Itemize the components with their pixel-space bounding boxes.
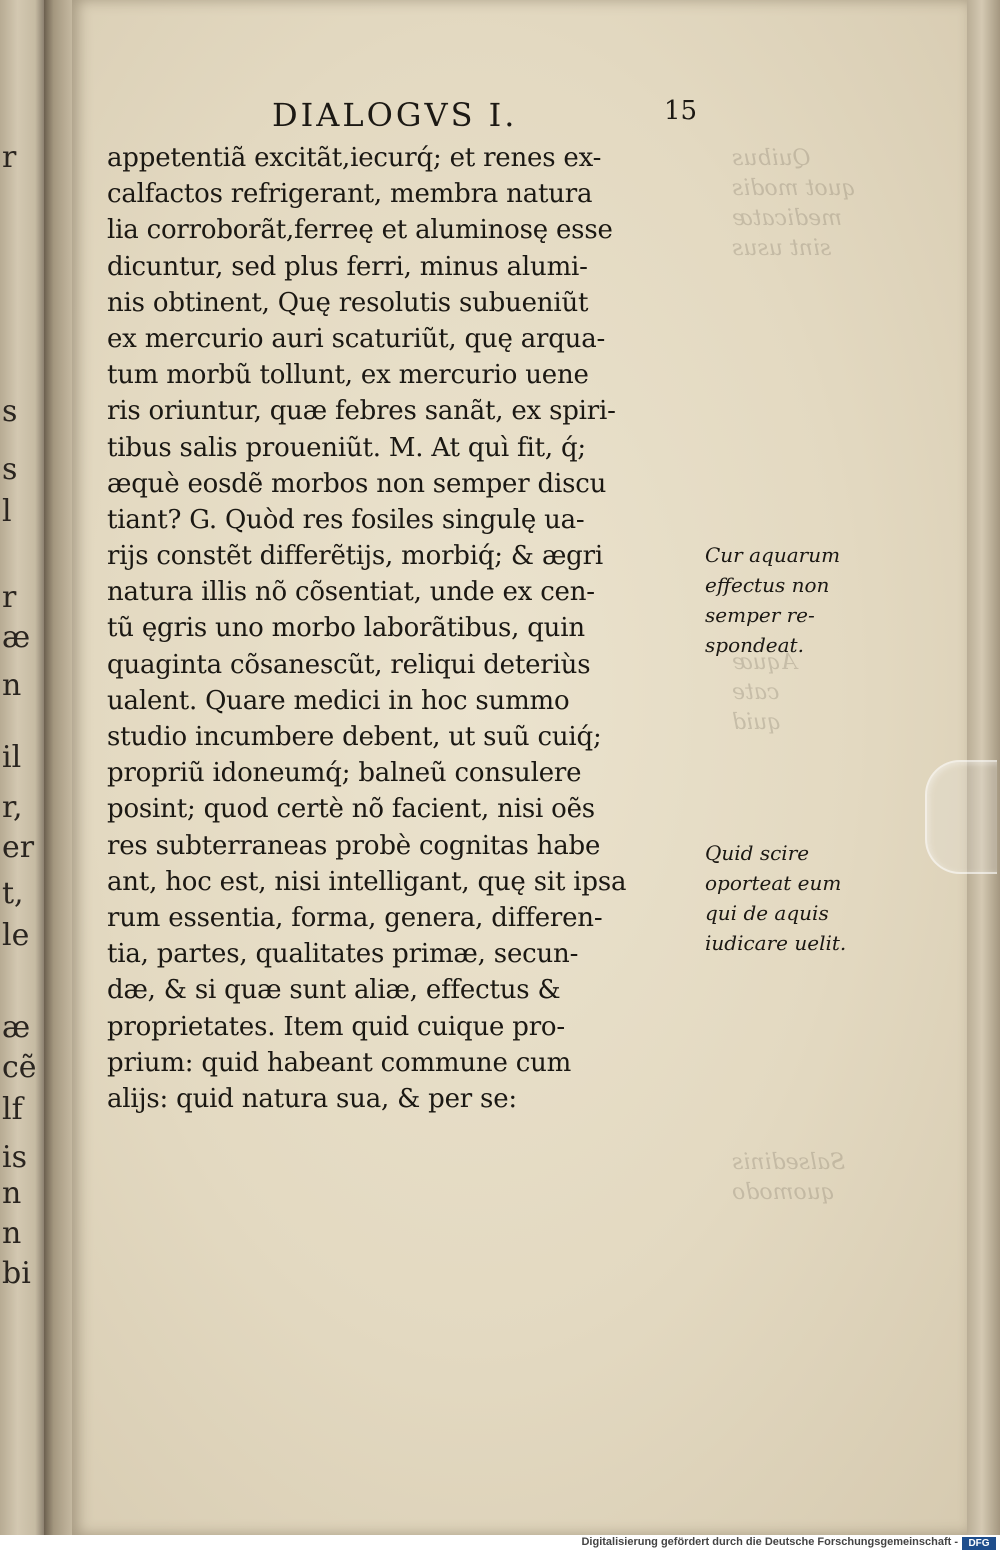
show-through-smudge: quid bbox=[732, 710, 782, 735]
margin-note-line: effectus non bbox=[705, 573, 830, 597]
left-page-fragment: æ bbox=[2, 1010, 31, 1045]
text-line: studio incumbere debent, ut suũ cuiq́; bbox=[107, 722, 602, 752]
text-line: appetentiã excitãt,iecurq́; et renes ex- bbox=[107, 143, 602, 173]
text-line: rijs constẽt differẽtijs, morbiq́; & ægri bbox=[107, 541, 603, 572]
left-page-edge bbox=[0, 0, 44, 1535]
left-page-fragment: n bbox=[2, 1176, 22, 1211]
margin-note-line: qui de aquis bbox=[705, 901, 829, 925]
text-line: natura illis nõ cõsentiat, unde ex cen- bbox=[107, 577, 595, 608]
text-line: dicuntur, sed plus ferri, minus alumi- bbox=[107, 251, 588, 282]
right-page bbox=[72, 0, 967, 1535]
margin-note-line: Cur aquarum bbox=[705, 543, 841, 567]
margin-note-line: Quid scire bbox=[705, 841, 810, 865]
left-page-fragment: l bbox=[2, 494, 12, 529]
text-line: æquè eosdẽ morbos non semper discu bbox=[107, 468, 607, 499]
text-line: ris oriuntur, quæ febres sanãt, ex spiri- bbox=[107, 396, 616, 427]
left-page-fragment: is bbox=[2, 1140, 27, 1175]
book-gutter bbox=[44, 0, 72, 1535]
text-line: lia corroborãt,ferreę et aluminosę esse bbox=[107, 215, 613, 246]
text-line: tum morbũ tollunt, ex mercurio uene bbox=[107, 360, 589, 391]
show-through-smudge: Quibus bbox=[732, 146, 811, 171]
left-page-fragment: t, bbox=[2, 876, 24, 911]
text-line: res subterraneas probè cognitas habe bbox=[107, 830, 601, 861]
body-text bbox=[107, 140, 707, 1117]
page-number: 15 bbox=[664, 96, 698, 126]
left-page-fragment: le bbox=[2, 918, 30, 953]
show-through-smudge: sint usus bbox=[732, 236, 832, 261]
text-line: posint; quod certè nõ facient, nisi oẽs bbox=[107, 794, 595, 825]
margin-note-line: iudicare uelit. bbox=[705, 931, 847, 955]
dfg-logo: DFG bbox=[962, 1537, 996, 1550]
left-page-fragment: n bbox=[2, 668, 22, 703]
digitization-credit-bar bbox=[0, 1535, 1000, 1553]
show-through-smudge: Aquæ bbox=[732, 650, 797, 675]
text-line: tiant? G. Quòd res fosiles singulę ua- bbox=[107, 504, 585, 535]
left-page-fragment: il bbox=[2, 740, 22, 775]
left-page-fragment: r bbox=[2, 140, 17, 175]
left-page-fragment: r, bbox=[2, 790, 23, 825]
show-through-smudge: Salsedinis bbox=[732, 1150, 846, 1175]
left-page-fragment: s bbox=[2, 452, 18, 487]
text-line: ant, hoc est, nisi intelligant, quę sit ipsa bbox=[107, 866, 627, 897]
show-through-smudge: quot modis bbox=[732, 176, 856, 201]
text-line: ualent. Quare medici in hoc summo bbox=[107, 685, 570, 716]
text-line: ex mercurio auri scaturiũt, quę arqua- bbox=[107, 323, 606, 354]
left-page-fragment: s bbox=[2, 394, 18, 429]
left-page-fragment: n bbox=[2, 1216, 22, 1251]
running-head: DIALOGVS I. bbox=[272, 96, 518, 134]
left-page-fragment: æ bbox=[2, 620, 31, 655]
text-line: rum essentia, forma, genera, differen- bbox=[107, 902, 603, 933]
text-line: tũ ęgris uno morbo laborãtibus, quin bbox=[107, 613, 585, 644]
text-line: alijs: quid natura sua, & per se: bbox=[107, 1083, 517, 1114]
margin-note-scire bbox=[705, 838, 885, 958]
left-page-fragment: lf bbox=[2, 1092, 23, 1127]
text-line: quaginta cõsanescũt, reliqui deteriùs bbox=[107, 649, 591, 680]
text-line: proprietates. Item quid cuique pro- bbox=[107, 1011, 565, 1042]
text-line: prium: quid habeant commune cum bbox=[107, 1047, 572, 1078]
left-page-fragment: cẽ bbox=[2, 1050, 37, 1085]
show-through-smudge: quomodo bbox=[732, 1180, 835, 1205]
text-line: dæ, & si quæ sunt aliæ, effectus & bbox=[107, 975, 561, 1006]
margin-note-aquarum bbox=[705, 540, 885, 660]
left-page-fragment: er bbox=[2, 830, 35, 865]
show-through-smudge: cate bbox=[732, 680, 780, 705]
margin-note-line: spondeat. bbox=[705, 633, 804, 657]
text-line: tia, partes, qualitates primæ, secun- bbox=[107, 939, 579, 970]
margin-note-line: semper re- bbox=[705, 603, 815, 627]
text-line: propriũ idoneumq́; balneũ consulere bbox=[107, 758, 582, 789]
show-through-smudge: medicatæ bbox=[732, 206, 842, 231]
page-holder-clip bbox=[925, 760, 997, 874]
text-line: nis obtinent, Quę resolutis subueniũt bbox=[107, 287, 589, 318]
text-line: calfactos refrigerant, membra natura bbox=[107, 179, 593, 210]
left-page-fragment: r bbox=[2, 580, 17, 615]
text-line: tibus salis proueniũt. M. At quì fit, q́; bbox=[107, 432, 586, 463]
margin-note-line: oporteat eum bbox=[705, 871, 842, 895]
credit-text: Digitalisierung gefördert durch die Deutsche Forschungsgemeinschaft - bbox=[581, 1536, 958, 1548]
left-page-fragment: bi bbox=[2, 1256, 31, 1291]
